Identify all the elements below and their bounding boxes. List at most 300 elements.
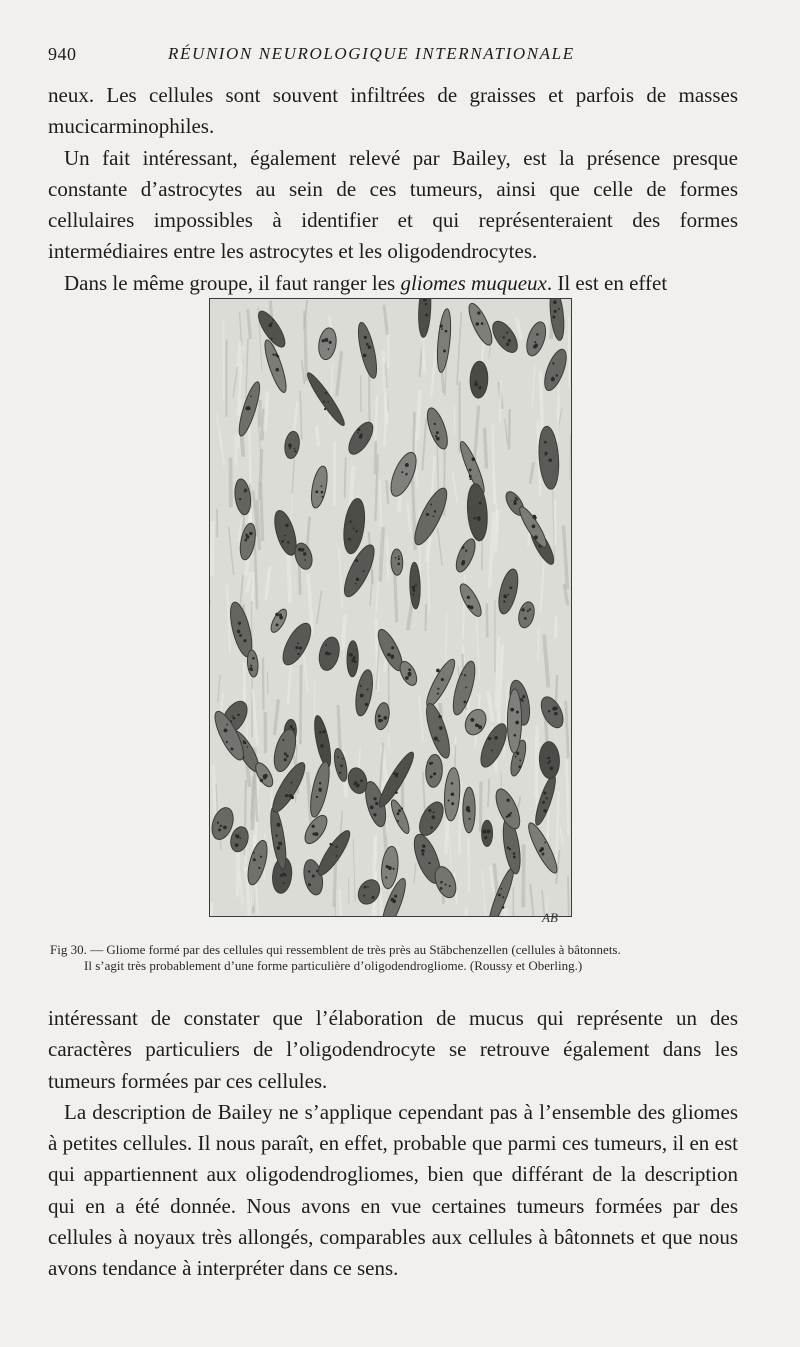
- chromatin-dot: [479, 502, 482, 505]
- chromatin-dot: [451, 802, 454, 805]
- chromatin-dot: [288, 443, 292, 447]
- chromatin-dot: [370, 805, 374, 809]
- chromatin-dot: [392, 868, 394, 870]
- figure-caption: [50, 942, 740, 974]
- chromatin-dot: [469, 478, 471, 480]
- chromatin-dot: [297, 643, 299, 645]
- chromatin-dot: [329, 843, 332, 846]
- chromatin-dot: [378, 719, 382, 723]
- chromatin-dot: [220, 825, 222, 827]
- cell-nucleus: [415, 798, 448, 839]
- cell-nucleus: [452, 536, 479, 574]
- fibril-streak: [255, 540, 257, 610]
- chromatin-dot: [445, 330, 448, 333]
- chromatin-dot: [360, 694, 364, 698]
- chromatin-dot: [250, 395, 252, 397]
- chromatin-dot: [239, 498, 241, 500]
- emphasis-term: gliomes muqueux: [400, 270, 547, 295]
- chromatin-dot: [395, 791, 398, 794]
- chromatin-dot: [287, 541, 289, 543]
- cell-nucleus: [423, 406, 451, 452]
- fibril-streak: [249, 426, 251, 492]
- chromatin-dot: [408, 672, 412, 676]
- chromatin-dot: [487, 830, 491, 834]
- chromatin-dot: [239, 634, 242, 637]
- chromatin-dot: [477, 516, 481, 520]
- chromatin-dot: [443, 350, 446, 353]
- chromatin-dot: [554, 712, 557, 715]
- fibril-streak: [252, 777, 254, 831]
- chromatin-dot: [235, 834, 238, 837]
- chromatin-dot: [413, 589, 416, 592]
- fibril-streak: [340, 890, 342, 916]
- chromatin-dot: [465, 686, 467, 688]
- cell-nucleus: [465, 301, 497, 348]
- fibril-streak: [417, 390, 419, 440]
- running-title: RÉUNION NEUROLOGIQUE INTERNATIONALE: [168, 44, 575, 63]
- chromatin-dot: [290, 796, 294, 800]
- cell-nucleus: [422, 701, 454, 760]
- chromatin-dot: [468, 605, 470, 607]
- chromatin-dot: [506, 798, 509, 801]
- chromatin-dot: [483, 829, 487, 833]
- fibril-streak: [505, 419, 508, 443]
- page-number: 940: [48, 44, 77, 64]
- fibril-streak: [375, 441, 376, 475]
- chromatin-dot: [303, 552, 306, 555]
- chromatin-dot: [354, 781, 357, 784]
- chromatin-dot: [474, 383, 478, 387]
- cell-nucleus: [353, 668, 376, 717]
- chromatin-dot: [539, 849, 542, 852]
- fibril-streak: [453, 472, 458, 502]
- fibril-streak: [555, 616, 556, 638]
- fibril-streak: [383, 350, 387, 425]
- fibril-streak: [375, 396, 377, 445]
- chromatin-dot: [284, 535, 286, 537]
- chromatin-dot: [449, 885, 451, 887]
- chromatin-dot: [322, 730, 325, 733]
- chromatin-dot: [406, 473, 408, 475]
- chromatin-dot: [421, 849, 425, 853]
- chromatin-dot: [543, 792, 546, 795]
- chromatin-dot: [401, 471, 403, 473]
- chromatin-dot: [547, 762, 549, 764]
- fibril-streak: [568, 876, 569, 916]
- chromatin-dot: [335, 845, 337, 847]
- chromatin-dot: [314, 832, 318, 836]
- chromatin-dot: [237, 630, 241, 634]
- fibril-streak: [210, 903, 211, 916]
- chromatin-dot: [506, 343, 509, 346]
- fibril-streak: [339, 548, 343, 607]
- chromatin-dot: [284, 752, 287, 755]
- chromatin-dot: [365, 703, 368, 706]
- chromatin-dot: [422, 844, 426, 848]
- chromatin-dot: [527, 610, 529, 612]
- cell-nucleus: [261, 338, 290, 394]
- chromatin-dot: [498, 893, 501, 896]
- chromatin-dot: [508, 814, 511, 817]
- chromatin-dot: [363, 895, 365, 897]
- chromatin-dot: [329, 341, 332, 344]
- fibril-streak: [448, 836, 451, 870]
- chromatin-dot: [298, 548, 302, 552]
- fibril-streak: [567, 759, 569, 834]
- fibril-streak: [239, 870, 243, 904]
- chromatin-dot: [373, 813, 376, 816]
- chromatin-dot: [434, 510, 436, 512]
- text-block-bottom: [48, 1003, 738, 1285]
- chromatin-dot: [360, 685, 362, 687]
- chromatin-dot: [357, 432, 359, 434]
- chromatin-dot: [503, 594, 507, 598]
- chromatin-dot: [412, 586, 415, 589]
- chromatin-dot: [436, 431, 439, 434]
- chromatin-dot: [339, 772, 341, 774]
- fibril-streak: [407, 503, 410, 532]
- chromatin-dot: [238, 622, 241, 625]
- fibril-streak: [530, 884, 534, 916]
- chromatin-dot: [412, 594, 414, 596]
- chromatin-dot: [325, 644, 327, 646]
- chromatin-dot: [397, 820, 399, 822]
- chromatin-dot: [244, 539, 247, 542]
- fibril-streak: [337, 351, 342, 396]
- chromatin-dot: [437, 688, 439, 690]
- fibril-streak: [353, 838, 355, 902]
- chromatin-dot: [554, 310, 557, 313]
- chromatin-dot: [553, 300, 557, 304]
- chromatin-dot: [433, 811, 435, 813]
- chromatin-dot: [320, 744, 323, 747]
- chromatin-dot: [367, 886, 369, 888]
- chromatin-dot: [451, 793, 455, 797]
- fibril-streak: [220, 430, 225, 466]
- chromatin-dot: [422, 853, 425, 856]
- chromatin-dot: [243, 740, 245, 742]
- chromatin-dot: [440, 881, 443, 884]
- chromatin-dot: [544, 454, 546, 456]
- fibril-streak: [480, 782, 481, 832]
- chromatin-dot: [252, 657, 255, 660]
- cell-nucleus: [425, 754, 443, 788]
- fibril-streak: [304, 654, 308, 693]
- chromatin-dot: [510, 708, 514, 712]
- chromatin-dot: [294, 448, 296, 450]
- fibril-streak: [488, 779, 489, 807]
- cell-nucleus: [435, 308, 453, 373]
- cell-nucleus: [283, 430, 301, 459]
- chromatin-dot: [401, 807, 403, 809]
- fibril-streak: [384, 305, 387, 335]
- cell-nucleus: [540, 347, 570, 394]
- chromatin-dot: [276, 823, 280, 827]
- cell-nucleus: [507, 689, 522, 753]
- fibril-streak: [484, 428, 486, 469]
- chromatin-dot: [532, 525, 536, 529]
- fibril-streak: [294, 402, 297, 431]
- chromatin-dot: [503, 336, 505, 338]
- chromatin-dot: [522, 695, 525, 698]
- cell-nucleus: [469, 361, 488, 399]
- chromatin-dot: [533, 345, 537, 349]
- cell-nucleus: [516, 600, 536, 629]
- cell-nucleus: [495, 567, 521, 615]
- chromatin-dot: [551, 377, 555, 381]
- chromatin-dot: [470, 718, 474, 722]
- chromatin-dot: [441, 328, 443, 330]
- fibril-streak: [468, 838, 469, 892]
- chromatin-dot: [513, 852, 516, 855]
- chromatin-dot: [441, 678, 444, 681]
- chromatin-dot: [245, 488, 247, 490]
- chromatin-dot: [536, 333, 539, 336]
- chromatin-dot: [387, 653, 391, 657]
- chromatin-dot: [408, 668, 411, 671]
- chromatin-dot: [439, 726, 443, 730]
- fibril-streak: [489, 512, 493, 588]
- chromatin-dot: [363, 354, 367, 358]
- chromatin-dot: [549, 760, 551, 762]
- chromatin-dot: [355, 530, 358, 533]
- chromatin-dot: [398, 809, 401, 812]
- chromatin-dot: [247, 406, 249, 408]
- chromatin-dot: [543, 809, 546, 812]
- chromatin-dot: [529, 608, 531, 610]
- chromatin-dot: [285, 794, 288, 797]
- chromatin-dot: [281, 540, 284, 543]
- chromatin-dot: [439, 324, 442, 327]
- chromatin-dot: [388, 866, 392, 870]
- chromatin-dot: [503, 600, 505, 602]
- chromatin-dot: [484, 836, 487, 839]
- chromatin-dot: [508, 339, 511, 342]
- chromatin-dot: [509, 848, 511, 850]
- chromatin-dot: [546, 797, 548, 799]
- chromatin-dot: [366, 343, 369, 346]
- chromatin-dot: [353, 527, 355, 529]
- chromatin-dot: [513, 855, 516, 858]
- chromatin-dot: [243, 639, 246, 642]
- chromatin-dot: [319, 731, 321, 733]
- chromatin-dot: [272, 354, 274, 356]
- fibril-streak: [238, 341, 240, 372]
- chromatin-dot: [398, 558, 400, 560]
- cell-nucleus: [317, 327, 339, 361]
- fibril-streak: [414, 863, 416, 884]
- chromatin-dot: [395, 774, 398, 777]
- chromatin-dot: [233, 717, 236, 720]
- chromatin-dot: [426, 513, 429, 516]
- cell-nucleus: [309, 465, 331, 509]
- fibril-streak: [248, 309, 251, 339]
- chromatin-dot: [472, 457, 476, 461]
- chromatin-dot: [246, 746, 248, 748]
- chromatin-dot: [279, 613, 282, 616]
- chromatin-dot: [491, 749, 493, 751]
- cell-nucleus: [244, 838, 271, 886]
- chromatin-dot: [280, 874, 283, 877]
- fibril-streak: [345, 457, 346, 498]
- chromatin-dot: [329, 652, 331, 654]
- fibril-streak: [380, 527, 383, 582]
- cell-nucleus: [339, 541, 380, 600]
- chromatin-dot: [316, 796, 318, 798]
- fibril-streak: [566, 701, 568, 758]
- cell-nucleus: [491, 786, 524, 832]
- fibril-streak: [233, 367, 237, 398]
- chromatin-dot: [432, 815, 436, 819]
- chromatin-dot: [372, 896, 375, 899]
- chromatin-dot: [260, 856, 262, 858]
- chromatin-dot: [477, 311, 480, 314]
- chromatin-dot: [393, 772, 396, 775]
- chromatin-dot: [542, 801, 545, 804]
- chromatin-dot: [425, 314, 428, 317]
- fibril-streak: [541, 371, 543, 434]
- fibril-streak: [266, 567, 270, 600]
- fibril-streak: [227, 584, 230, 653]
- chromatin-dot: [295, 646, 298, 649]
- cell-nucleus: [304, 370, 348, 428]
- chromatin-dot: [500, 888, 502, 890]
- chromatin-dot: [428, 809, 431, 812]
- fibril-streak: [317, 590, 322, 624]
- fibril-streak: [532, 364, 535, 408]
- chromatin-dot: [277, 846, 281, 850]
- chromatin-dot: [515, 756, 517, 758]
- chromatin-dot: [284, 874, 287, 877]
- fibril-streak: [275, 699, 279, 735]
- chromatin-dot: [367, 689, 369, 691]
- chromatin-dot: [322, 496, 324, 498]
- chromatin-dot: [223, 826, 227, 830]
- chromatin-dot: [260, 779, 263, 782]
- chromatin-dot: [405, 676, 409, 680]
- chromatin-dot: [351, 659, 355, 663]
- fibril-streak: [213, 766, 215, 813]
- chromatin-dot: [321, 491, 324, 494]
- chromatin-dot: [237, 714, 240, 717]
- fibril-streak: [509, 409, 510, 450]
- chromatin-dot: [373, 797, 376, 800]
- chromatin-dot: [235, 843, 239, 847]
- chromatin-dot: [277, 355, 280, 358]
- chromatin-dot: [510, 812, 512, 814]
- chromatin-dot: [476, 323, 478, 325]
- chromatin-dot: [319, 782, 321, 784]
- chromatin-dot: [286, 755, 289, 758]
- chromatin-dot: [224, 728, 228, 732]
- page-header: [48, 44, 738, 68]
- chromatin-dot: [395, 557, 397, 559]
- chromatin-dot: [322, 339, 325, 342]
- cell-nucleus: [461, 706, 490, 738]
- chromatin-dot: [494, 736, 498, 740]
- chromatin-dot: [364, 886, 367, 889]
- chromatin-dot: [356, 578, 359, 581]
- chromatin-dot: [506, 332, 508, 334]
- chromatin-dot: [524, 617, 527, 620]
- fibril-streak: [422, 418, 426, 471]
- chromatin-dot: [297, 653, 299, 655]
- chromatin-dot: [250, 665, 252, 667]
- chromatin-dot: [289, 447, 291, 449]
- chromatin-dot: [435, 435, 437, 437]
- chromatin-dot: [368, 346, 371, 349]
- chromatin-dot: [522, 700, 524, 702]
- chromatin-dot: [312, 874, 315, 877]
- chromatin-dot: [304, 559, 306, 561]
- cell-nucleus: [388, 798, 412, 835]
- chromatin-dot: [276, 623, 279, 626]
- chromatin-dot: [349, 521, 351, 523]
- chromatin-dot: [391, 646, 394, 649]
- chromatin-dot: [391, 654, 394, 657]
- chromatin-dot: [534, 341, 536, 343]
- chromatin-dot: [275, 368, 279, 372]
- fibril-streak: [544, 634, 548, 687]
- chromatin-dot: [469, 475, 472, 478]
- chromatin-dot: [357, 428, 360, 431]
- chromatin-dot: [290, 782, 292, 784]
- fibril-streak: [212, 521, 213, 576]
- cell-nucleus: [246, 650, 259, 678]
- chromatin-dot: [342, 758, 344, 760]
- chromatin-dot: [514, 499, 517, 502]
- chromatin-dot: [467, 809, 471, 813]
- cell-nucleus: [341, 497, 368, 555]
- fibril-streak: [317, 426, 319, 446]
- chromatin-dot: [436, 669, 440, 673]
- chromatin-dot: [398, 556, 400, 558]
- chromatin-dot: [508, 594, 510, 596]
- chromatin-dot: [308, 870, 310, 872]
- chromatin-dot: [534, 535, 538, 539]
- paragraph: Un fait intéressant, également relevé par Bailey, est la présence presque constante d’astrocytes au sein de ces tumeurs, ainsi que celle de formes cellulaires impossibles à identifier et qui représenteraient des formes intermédiaires entre les astrocytes et les oligodendrocytes.: [48, 145, 738, 264]
- fibril-streak: [504, 908, 505, 916]
- fibril-streak: [302, 360, 305, 383]
- chromatin-dot: [385, 876, 387, 878]
- chromatin-dot: [544, 441, 547, 444]
- chromatin-dot: [548, 710, 550, 712]
- cell-nucleus: [391, 549, 403, 576]
- artist-signature: AB: [542, 910, 558, 925]
- fibril-streak: [427, 536, 431, 561]
- chromatin-dot: [509, 586, 512, 589]
- cell-nucleus: [268, 759, 311, 816]
- cell-nucleus: [417, 299, 432, 338]
- chromatin-dot: [324, 408, 326, 410]
- chromatin-dot: [469, 469, 472, 472]
- chromatin-dot: [239, 837, 241, 839]
- chromatin-dot: [356, 783, 360, 787]
- paragraph: neux. Les cellules sont souvent infiltrées de graisses et parfois de masses mucicarminophiles.: [48, 83, 738, 139]
- chromatin-dot: [249, 667, 252, 670]
- chromatin-dot: [378, 715, 381, 718]
- fibril-streak: [530, 462, 533, 483]
- cell-nucleus: [465, 483, 489, 542]
- chromatin-dot: [383, 716, 387, 720]
- chromatin-dot: [246, 535, 250, 539]
- chromatin-dot: [299, 647, 302, 650]
- cell-nucleus: [228, 825, 251, 854]
- chromatin-dot: [451, 782, 454, 785]
- fibril-streak: [482, 869, 486, 916]
- paragraph: La description de Bailey ne s’applique cependant pas à l’ensemble des gliomes à petites cellules. Il nous paraît, en effet, probable que parmi ces tumeurs, il en est qui appartiennent aux oligodendrogliomes, bien que différant de la description qui en a été donnée. Nous avons en vue certaines tumeurs formées par des cellules à noyaux très allongés, comparables aux cellules à bâtonnets et que nous avons tendance à interpréter dans ce sens.: [48, 1099, 738, 1281]
- chromatin-dot: [464, 674, 466, 676]
